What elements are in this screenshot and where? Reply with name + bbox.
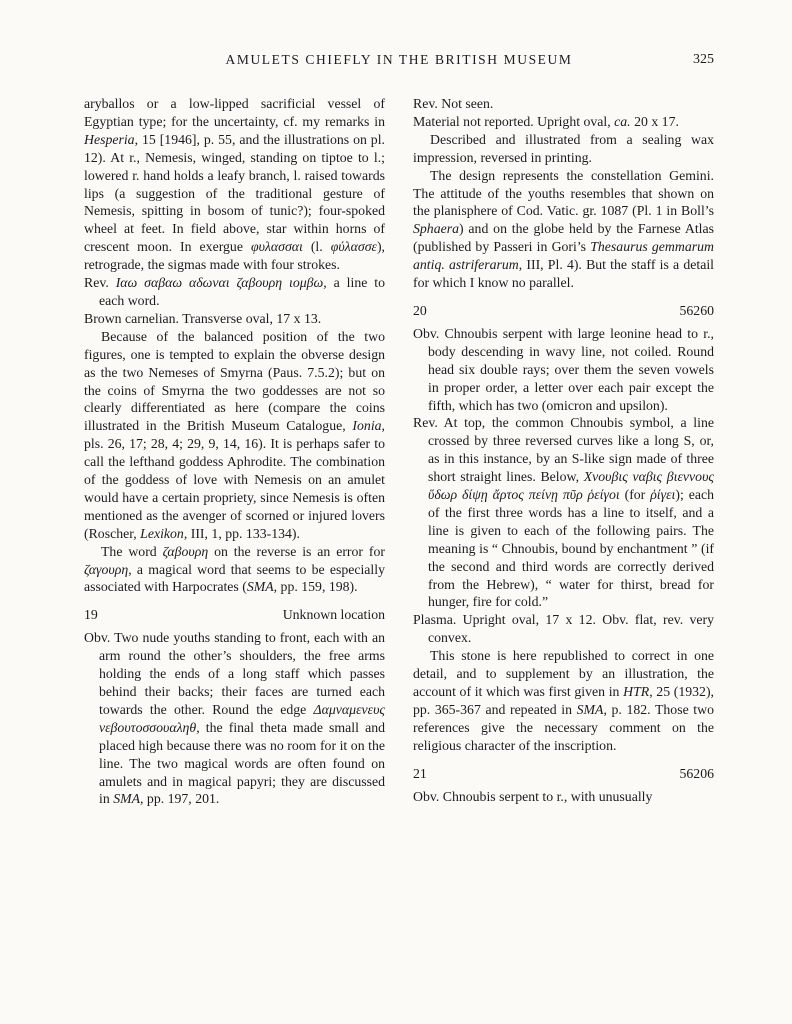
paragraph: Rev. Not seen. [413,96,494,111]
paragraph: Obv. Chnoubis serpent to r., with unusually [413,788,653,804]
paragraph: The word ζαβουρη on the reverse is an error for ζαγουρη, a magical word that seems to be especially associated with Harpocrates (SMA, pp. 159, 198). [84,543,385,595]
paragraph: Material not reported. Upright oval, ca. 20 x 17. [413,113,679,129]
running-head [84,52,714,68]
page-title: AMULETS CHIEFLY IN THE BRITISH MUSEUM [225,52,573,67]
entry-header [413,302,714,320]
text-columns [84,95,714,808]
left-column [84,95,385,808]
page-number: 325 [693,52,714,67]
paragraph: This stone is here republished to correct in one detail, and to supplement by an illustration, the account of it which was first given in HTR, 25 (1932), pp. 365-367 and repeated in SMA, p. 182. Those two references give the necessary comment on the religious character of the inscription. [413,648,714,753]
paragraph: Rev. At top, the common Chnoubis symbol, a line crossed by three reversed curves like a long S, or, as in this instance, by an S-like sign made of three short straight lines. Below, Χνουβις ναβις βιεννους ὕδωρ δίψῃ ἄρτος πείνῃ πῦρ ῥείγοι (for ῥίγει); each of the first three words has a line to itself, and a line is given to each of the following pairs. The meaning is “ Chnoubis, bound by enchantment ” (if the second and third words are correctly derived from the Hebrew), “ water for thirst, bread for hunger, fire for cold.” [413,415,714,610]
paragraph: Because of the balanced position of the two figures, one is tempted to explain the obverse design as the two Nemeses of Smyrna (Paus. 7.5.2); but on the coins of Smyrna the two goddesses are not so clearly differentiated as here (compare the coins illustrated in the British Museum Catalogue, Ionia, pls. 26, 17; 28, 4; 29, 9, 14, 16). It is perhaps safer to call the lefthand goddess Aphrodite. The combination of the goddess of love with Nemesis on an amulet would have a certain propriety, since Nemesis is often mentioned as the avenger of scorned or injured lovers (Roscher, Lexikon, III, 1, pp. 133-134). [84,328,385,541]
paragraph: aryballos or a low-lipped sacrificial vessel of Egyptian type; for the uncertainty, cf. my remarks in Hesperia, 15 [1946], p. 55, and the illustrations on pl. 12). At r., Nemesis, winged, standing on tiptoe to l.; lowered r. hand holds a leafy branch, l. raised towards lips (a suggestion of the traditional gesture of Nemesis, spitting in bosom of tunic?); four-spoked wheel at feet. In field above, star within horns of crescent moon. In exergue φυλασσαι (l. φύλασσε), retrograde, the sigmas made with four strokes. [84,96,385,273]
paragraph: The design represents the constellation Gemini. The attitude of the youths resembles that shown on the planisphere of Cod. Vatic. gr. 1087 (Pl. 1 in Boll’s Sphaera) and on the globe held by the Farnese Atlas (published by Passeri in Gori’s Thesaurus gemmarum antiq. astriferarum, III, Pl. 4). But the staff is a detail for which I know no parallel. [413,167,714,291]
right-column [413,95,714,808]
paragraph: Described and illustrated from a sealing wax impression, reversed in printing. [413,131,714,165]
paragraph: Plasma. Upright oval, 17 x 12. Obv. flat, rev. very convex. [413,612,714,646]
entry-location: 56206 [679,765,714,781]
paragraph: Rev. Ιαω σαβαω αδωναι ζαβουρη ιομβω, a line to each word. [84,275,385,308]
entry-location: 56260 [679,302,714,318]
entry-number: 20 [413,302,427,318]
entry-number: 19 [84,607,98,623]
paragraph: Obv. Chnoubis serpent with large leonine head to r., body descending in wavy line, not coiled. Round head six double rays; over them the seven vowels in proper order, a letter over each pair except the fifth, which has two (omicron and upsilon). [413,325,714,413]
paragraph: Brown carnelian. Transverse oval, 17 x 13. [84,310,322,326]
entry-number: 21 [413,765,427,781]
paragraph: Obv. Two nude youths standing to front, each with an arm round the other’s shoulders, the free arms holding the ends of a long staff which passes behind their backs; their faces are turned each towards the other. Round the edge Δαμναμενευς νεβουτοσσουαληθ, the final theta made small and placed high because there was no room for it on the line. The two magical words are often found on amulets and in magical papyri; they are discussed in SMA, pp. 197, 201. [84,630,385,807]
entry-location: Unknown location [282,607,385,623]
entry-header [413,765,714,783]
entry-header [84,606,385,624]
